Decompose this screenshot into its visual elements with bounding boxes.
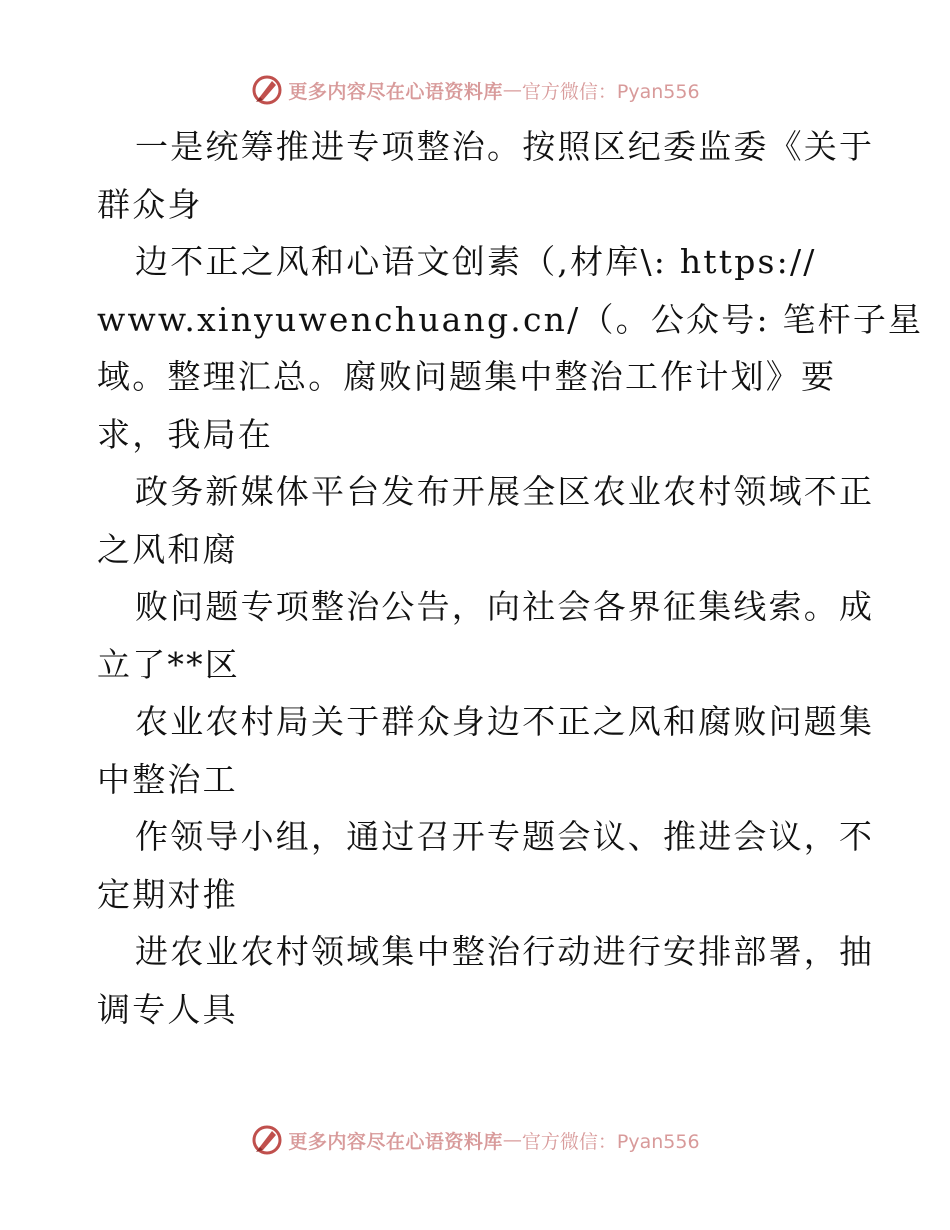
watermark-dash: —	[502, 79, 522, 101]
text-line: 之风和腐	[97, 529, 238, 569]
text-line: 农业农村局关于群众身边不正之风和腐败问题集	[135, 702, 875, 741]
text-line: 域。整理汇总。腐败问题集中整治工作计划》要	[97, 357, 837, 396]
text-line: 败问题专项整治公告，向社会各界征集线索。成	[135, 587, 875, 626]
watermark-wechat: 官方微信：Pyan556	[521, 80, 700, 103]
text-line: 立了**区	[97, 644, 240, 684]
text-line: 边不正之风和心语文创素（,材库\: https://	[135, 242, 817, 281]
pen-nib-circle-icon	[250, 1123, 284, 1157]
pen-nib-circle-icon	[250, 73, 284, 107]
watermark-slogan: 更多内容尽在心语资料库	[288, 80, 503, 103]
text-line: 定期对推	[97, 874, 238, 914]
text-line: www.xinyuwenchuang.cn/（。公众号: 笔杆子星	[97, 299, 924, 339]
header-watermark	[0, 70, 950, 110]
text-line: 作领导小组，通过召开专题会议、推进会议，不	[135, 817, 875, 856]
document-body	[97, 118, 924, 1038]
text-line: 进农业农村领域集中整治行动进行安排部署，抽	[135, 932, 875, 971]
watermark-slogan: 更多内容尽在心语资料库	[288, 1130, 503, 1153]
watermark-dash: —	[502, 1129, 522, 1151]
text-line: 求，我局在	[97, 414, 273, 454]
text-line: 一是统筹推进专项整治。按照区纪委监委《关于	[135, 127, 875, 166]
text-line: 调专人具	[97, 989, 238, 1029]
footer-watermark	[0, 1120, 950, 1160]
text-line: 政务新媒体平台发布开展全区农业农村领域不正	[135, 472, 875, 511]
text-line: 群众身	[97, 184, 203, 224]
text-line: 中整治工	[97, 759, 238, 799]
watermark-wechat: 官方微信：Pyan556	[521, 1130, 700, 1153]
